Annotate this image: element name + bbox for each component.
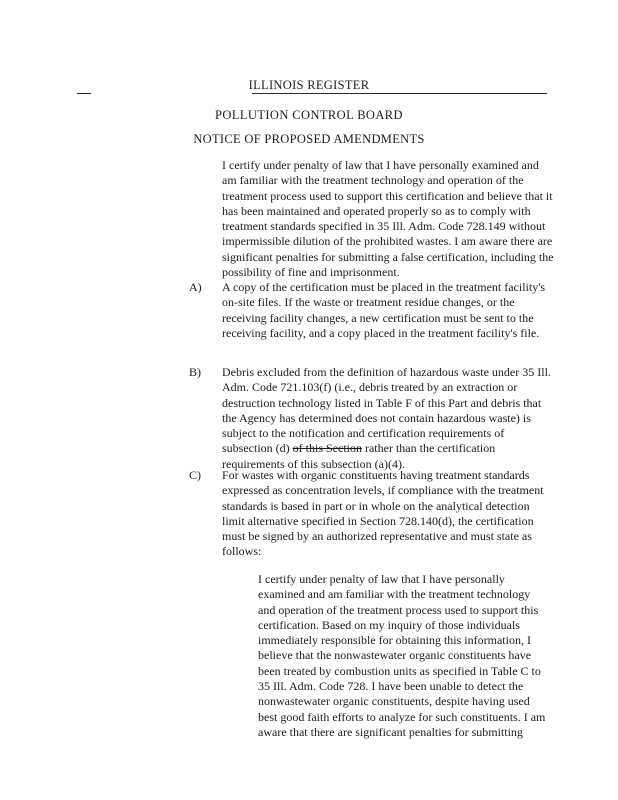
register-title: ILLINOIS REGISTER	[248, 78, 370, 92]
item-b-text	[222, 365, 552, 472]
board-title: POLLUTION CONTROL BOARD	[215, 108, 403, 122]
header-rule	[252, 93, 547, 94]
item-c-text: For wastes with organic constituents having treatment standards expressed as concentration levels, if compliance with the treatment standards is based in part or in whole on the analytical detection limit alternative specified in Section 728.140(d), the certification must be signed by an authorized representative and must state as follows:	[222, 468, 544, 559]
item-b-struck-text: of this Section	[292, 441, 362, 456]
header-rule-left	[77, 93, 91, 94]
item-b-text-after: rather than the certification requirements of this subsection (a)(4).	[222, 441, 496, 471]
item-c-label: C)	[189, 468, 201, 482]
quoted-certification-paragraph: I certify under penalty of law that I have personally examined and am familiar with the treatment technology and operation of the treatment process used to support this certification. Based on my inquiry of those individuals immediately responsible for obtaining this information, I believe that the nonwastewater organic constituents have been treated by combustion units as specified in Table C to 35 Ill. Adm. Code 728. I have been unable to detect the nonwastewater organic constituents, despite having used best good faith efforts to analyze for such constituents. I am aware that there are significant penalties for submitting	[258, 572, 546, 739]
item-b-label: B)	[189, 365, 201, 379]
item-b-text-before: Debris excluded from the definition of hazardous waste under 35 Ill. Adm. Code 721.103(f) (i.e., debris treated by an extraction or destruction technology listed in Table F of this Part and debris that the Agency has determined does not contain hazardous waste) is subject to the notification and certification requirements of subsection (d)	[222, 365, 551, 456]
notice-title: NOTICE OF PROPOSED AMENDMENTS	[193, 132, 425, 146]
item-a-text: A copy of the certification must be placed in the treatment facility's on-site files. If the waste or treatment residue changes, or the receiving facility changes, a new certification must be sent to the receiving facility, and a copy placed in the treatment facility's file.	[222, 280, 546, 340]
intro-certification-paragraph: I certify under penalty of law that I have personally examined and am familiar with the treatment technology and operation of the treatment process used to support this certification and believe that it has been maintained and operated properly so as to comply with treatment standards specified in 35 Ill. Adm. Code 728.149 without impermissible dilution of the prohibited wastes. I am aware there are significant penalties for submitting a false certification, including the possibility of fine and imprisonment.	[222, 158, 554, 280]
item-a-label: A)	[189, 280, 202, 294]
